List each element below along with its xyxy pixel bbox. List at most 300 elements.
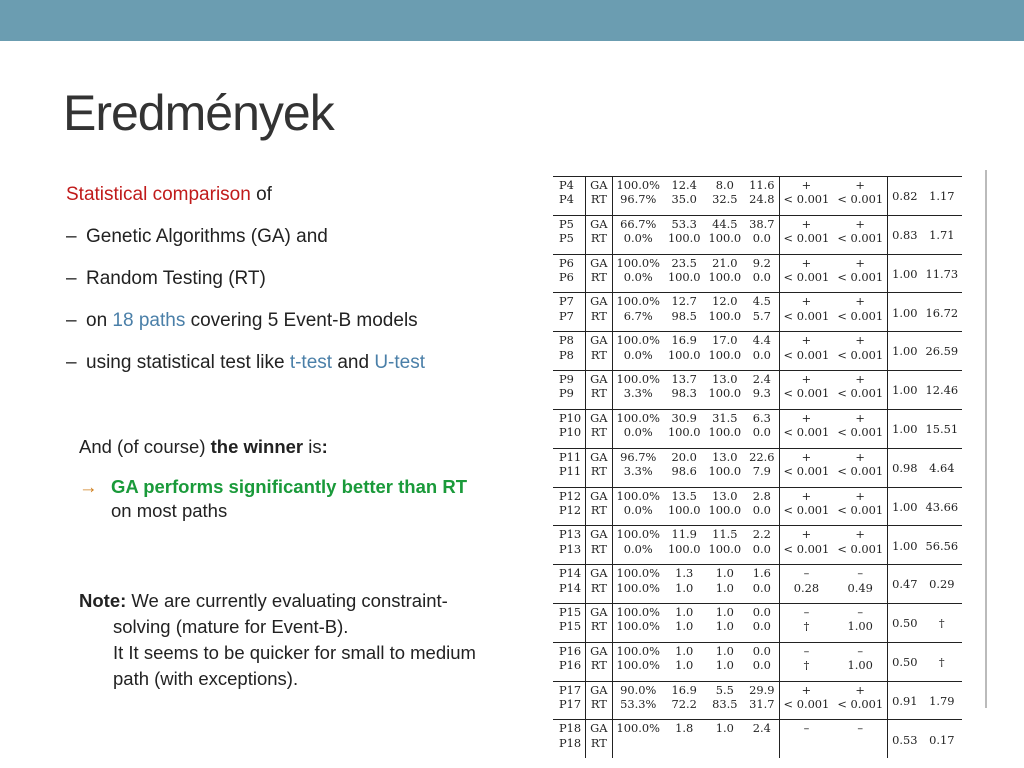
table-cell: < 0.001 bbox=[837, 425, 884, 440]
table-row bbox=[553, 371, 962, 387]
effect-size-a12-cell: 0.50 bbox=[888, 603, 922, 642]
note-line-1 bbox=[79, 588, 549, 614]
path-id-cell: P9 bbox=[559, 386, 574, 401]
table-cell: 1.0 bbox=[715, 658, 734, 673]
table-cell: 100.0% bbox=[612, 409, 664, 425]
table-cell: 1.0 bbox=[705, 720, 746, 736]
path-id-cell: P17 bbox=[553, 681, 586, 697]
table-cell bbox=[705, 736, 746, 758]
effect-size-d-cell: 26.59 bbox=[921, 332, 962, 371]
path-id-cell: P5 bbox=[559, 231, 574, 246]
table-cell: 7.9 bbox=[752, 464, 771, 479]
intro-rest: of bbox=[250, 184, 272, 205]
winner-heading bbox=[79, 436, 539, 458]
table-cell: 13.0 bbox=[705, 448, 746, 464]
table-cell: 24.8 bbox=[749, 192, 775, 207]
table-cell bbox=[833, 736, 887, 758]
table-cell: 98.3 bbox=[671, 386, 697, 401]
table-cell: 100.0% bbox=[612, 254, 664, 270]
table-cell bbox=[745, 736, 779, 758]
table-cell: – bbox=[779, 603, 833, 619]
table-cell: 98.5 bbox=[671, 308, 697, 323]
winner-pre: And (of course) bbox=[79, 436, 211, 457]
table-cell: + bbox=[779, 177, 833, 193]
table-cell: 1.00 bbox=[847, 619, 873, 634]
table-cell: 100.0% bbox=[612, 332, 664, 348]
right-arrow-icon: → bbox=[79, 476, 98, 497]
table-cell: – bbox=[833, 603, 887, 619]
table-cell: RT bbox=[586, 309, 612, 332]
table-cell: + bbox=[833, 215, 887, 231]
path-id-cell: P7 bbox=[559, 308, 574, 323]
table-cell: – bbox=[833, 642, 887, 658]
effect-size-d-cell: 11.73 bbox=[921, 254, 962, 293]
table-cell: + bbox=[833, 409, 887, 425]
table-cell: 100.0 bbox=[667, 231, 701, 246]
table-cell: 100.0 bbox=[708, 347, 742, 362]
table-cell: 100.0 bbox=[708, 231, 742, 246]
table-cell: GA bbox=[586, 526, 612, 542]
table-cell: RT bbox=[586, 736, 612, 758]
table-row bbox=[553, 254, 962, 270]
effect-size-d-cell: 0.29 bbox=[921, 565, 962, 604]
table-cell: < 0.001 bbox=[779, 503, 833, 526]
effect-size-a12-cell: 1.00 bbox=[888, 254, 922, 293]
table-cell: RT bbox=[586, 581, 612, 604]
effect-size-a12-cell: 1.00 bbox=[888, 487, 922, 526]
winner-post: is bbox=[303, 436, 322, 457]
table-cell: + bbox=[833, 177, 887, 193]
table-cell: 100.0 bbox=[708, 270, 742, 285]
table-cell: < 0.001 bbox=[779, 425, 833, 448]
table-cell: 0.49 bbox=[847, 580, 873, 595]
path-id-cell: P9 bbox=[553, 371, 586, 387]
effect-size-a12-cell: 1.00 bbox=[888, 371, 922, 410]
table-cell: 100.0% bbox=[612, 177, 664, 193]
table-cell: < 0.001 bbox=[837, 502, 884, 517]
winner-conclusion bbox=[79, 476, 539, 498]
table-row bbox=[553, 681, 962, 697]
table-cell: RT bbox=[586, 658, 612, 681]
path-id-cell: P8 bbox=[559, 347, 574, 362]
table-cell: 17.0 bbox=[705, 332, 746, 348]
path-id-cell: P4 bbox=[553, 177, 586, 193]
table-row bbox=[553, 293, 962, 309]
table-cell: 0.0% bbox=[612, 503, 664, 526]
table-row bbox=[553, 642, 962, 658]
table-cell: GA bbox=[586, 720, 612, 736]
table-row bbox=[553, 603, 962, 619]
table-cell: 100.0% bbox=[612, 293, 664, 309]
table-cell: 38.7 bbox=[745, 215, 779, 231]
table-cell: < 0.001 bbox=[837, 192, 884, 207]
table-cell: 0.0% bbox=[612, 542, 664, 565]
dash-marker: – bbox=[66, 310, 77, 331]
table-cell: 22.6 bbox=[745, 448, 779, 464]
table-cell: 0.0 bbox=[752, 658, 771, 673]
table-cell: 1.00 bbox=[847, 658, 873, 673]
table-row bbox=[553, 409, 962, 425]
table-cell: < 0.001 bbox=[837, 308, 884, 323]
table-cell: < 0.001 bbox=[779, 192, 833, 215]
table-cell: RT bbox=[586, 542, 612, 565]
table-cell: 100.0% bbox=[612, 371, 664, 387]
table-cell: 6.7% bbox=[612, 309, 664, 332]
table-cell: 0.0% bbox=[612, 270, 664, 293]
effect-size-a12-cell: 0.53 bbox=[888, 720, 922, 758]
table-cell: 1.3 bbox=[664, 565, 705, 581]
effect-size-d-cell: 56.56 bbox=[921, 526, 962, 565]
path-id-cell: P4 bbox=[559, 192, 574, 207]
table-cell: < 0.001 bbox=[779, 697, 833, 720]
note-text: We are currently evaluating constraint- bbox=[126, 590, 448, 611]
path-id-cell: P6 bbox=[553, 254, 586, 270]
table-cell: – bbox=[833, 565, 887, 581]
table-cell: 9.3 bbox=[752, 386, 771, 401]
table-cell: + bbox=[833, 526, 887, 542]
table-cell: 1.0 bbox=[664, 603, 705, 619]
effect-size-d-cell: 1.17 bbox=[921, 177, 962, 216]
table-cell: – bbox=[779, 565, 833, 581]
table-cell: 2.4 bbox=[745, 371, 779, 387]
table-cell: + bbox=[779, 526, 833, 542]
table-cell: 1.6 bbox=[745, 565, 779, 581]
table-cell: 0.0 bbox=[752, 347, 771, 362]
table-cell: 3.3% bbox=[612, 386, 664, 409]
bullet-text: and bbox=[332, 352, 375, 373]
table-cell: GA bbox=[586, 332, 612, 348]
results-table-image bbox=[549, 170, 987, 750]
table-cell: 4.5 bbox=[745, 293, 779, 309]
winner-block bbox=[79, 436, 539, 522]
table-cell: < 0.001 bbox=[837, 270, 884, 285]
path-id-cell: P16 bbox=[559, 658, 582, 673]
table-cell: + bbox=[779, 409, 833, 425]
effect-size-d-cell: 43.66 bbox=[921, 487, 962, 526]
table-cell: RT bbox=[586, 348, 612, 371]
paths-highlight: 18 paths bbox=[112, 310, 186, 331]
table-cell: GA bbox=[586, 409, 612, 425]
table-cell: 100.0 bbox=[708, 308, 742, 323]
table-cell: 96.7% bbox=[612, 192, 664, 215]
table-cell: 13.0 bbox=[705, 371, 746, 387]
table-cell: 0.0 bbox=[752, 580, 771, 595]
effect-size-a12-cell: 0.47 bbox=[888, 565, 922, 604]
table-cell: – bbox=[779, 720, 833, 736]
table-cell: 1.0 bbox=[675, 619, 694, 634]
effect-size-d-cell: 16.72 bbox=[921, 293, 962, 332]
table-cell: 100.0% bbox=[612, 720, 664, 736]
bullet-text: covering 5 Event-B models bbox=[185, 310, 418, 331]
table-cell: RT bbox=[586, 464, 612, 487]
table-cell: 0.0% bbox=[612, 348, 664, 371]
table-cell: 1.0 bbox=[705, 603, 746, 619]
bullet-text: Random Testing (RT) bbox=[86, 268, 266, 289]
table-cell: 21.0 bbox=[705, 254, 746, 270]
dash-marker: – bbox=[66, 226, 77, 247]
path-id-cell: P5 bbox=[553, 215, 586, 231]
table-cell: 32.5 bbox=[712, 192, 738, 207]
table-cell: 44.5 bbox=[705, 215, 746, 231]
table-cell: 0.0 bbox=[752, 502, 771, 517]
table-cell: RT bbox=[586, 386, 612, 409]
table-cell: 2.8 bbox=[745, 487, 779, 503]
winner-bold: the winner bbox=[210, 436, 304, 457]
dash-marker: – bbox=[66, 352, 77, 373]
bullet-intro bbox=[66, 184, 272, 206]
table-cell: GA bbox=[586, 603, 612, 619]
table-cell: + bbox=[833, 332, 887, 348]
table-cell: + bbox=[779, 681, 833, 697]
table-cell: 100.0 bbox=[708, 425, 742, 440]
table-cell: + bbox=[833, 681, 887, 697]
effect-size-a12-cell: 1.00 bbox=[888, 293, 922, 332]
effect-size-a12-cell: 0.82 bbox=[888, 177, 922, 216]
table-cell: 100.0% bbox=[612, 581, 664, 604]
table-cell: 100.0% bbox=[612, 642, 664, 658]
winner-statement-rest: on most paths bbox=[111, 500, 228, 521]
effect-size-d-cell: † bbox=[921, 603, 962, 642]
table-cell: RT bbox=[586, 697, 612, 720]
table-cell: 0.0 bbox=[752, 425, 771, 440]
table-cell: < 0.001 bbox=[779, 270, 833, 293]
table-row bbox=[553, 448, 962, 464]
path-id-cell: P14 bbox=[553, 565, 586, 581]
bullet-text: using statistical test like bbox=[86, 352, 290, 373]
note-block bbox=[79, 588, 549, 692]
table-cell: RT bbox=[586, 619, 612, 642]
table-cell: RT bbox=[586, 192, 612, 215]
table-cell: 1.0 bbox=[675, 580, 694, 595]
table-cell: – bbox=[779, 642, 833, 658]
table-cell: 66.7% bbox=[612, 215, 664, 231]
table-cell: 53.3 bbox=[664, 215, 705, 231]
table-cell: 0.28 bbox=[779, 581, 833, 604]
table-cell: 12.4 bbox=[664, 177, 705, 193]
bullet-item-ga bbox=[66, 226, 328, 248]
table-cell: 100.0 bbox=[708, 541, 742, 556]
table-cell: 0.0 bbox=[752, 619, 771, 634]
table-cell: 11.9 bbox=[664, 526, 705, 542]
table-cell: 5.7 bbox=[752, 308, 771, 323]
table-cell: † bbox=[779, 619, 833, 642]
effect-size-d-cell: 0.17 bbox=[921, 720, 962, 758]
table-cell: + bbox=[779, 448, 833, 464]
table-cell: GA bbox=[586, 681, 612, 697]
table-cell: 100.0% bbox=[612, 603, 664, 619]
winner-colon: : bbox=[321, 436, 328, 457]
table-cell: 100.0 bbox=[667, 502, 701, 517]
table-cell: 0.0 bbox=[752, 541, 771, 556]
table-cell: 90.0% bbox=[612, 681, 664, 697]
table-cell: < 0.001 bbox=[779, 464, 833, 487]
table-cell bbox=[779, 736, 833, 758]
table-cell: < 0.001 bbox=[779, 231, 833, 254]
table-cell: + bbox=[779, 293, 833, 309]
table-cell bbox=[612, 736, 664, 758]
path-id-cell: P15 bbox=[559, 619, 582, 634]
table-cell: 16.9 bbox=[664, 681, 705, 697]
table-cell: GA bbox=[586, 642, 612, 658]
intro-highlight: Statistical comparison bbox=[66, 184, 251, 205]
table-cell: 100.0% bbox=[612, 565, 664, 581]
table-cell: < 0.001 bbox=[837, 541, 884, 556]
table-cell: 9.2 bbox=[745, 254, 779, 270]
table-cell: < 0.001 bbox=[837, 347, 884, 362]
effect-size-d-cell: 1.71 bbox=[921, 215, 962, 254]
bullet-text: Genetic Algorithms (GA) and bbox=[86, 226, 328, 247]
table-cell: 1.8 bbox=[664, 720, 705, 736]
table-cell: 0.0 bbox=[745, 603, 779, 619]
table-cell: 100.0% bbox=[612, 487, 664, 503]
bullet-text: on bbox=[86, 310, 113, 331]
table-cell: + bbox=[779, 254, 833, 270]
effect-size-a12-cell: 1.00 bbox=[888, 409, 922, 448]
table-cell: GA bbox=[586, 215, 612, 231]
table-cell: 72.2 bbox=[671, 696, 697, 711]
path-id-cell: P11 bbox=[559, 464, 582, 479]
table-cell: + bbox=[833, 448, 887, 464]
note-line-2: solving (mature for Event-B). bbox=[113, 616, 349, 637]
table-cell: + bbox=[779, 487, 833, 503]
table-cell: 12.7 bbox=[664, 293, 705, 309]
table-cell: GA bbox=[586, 371, 612, 387]
table-cell: 1.0 bbox=[675, 658, 694, 673]
table-cell: GA bbox=[586, 487, 612, 503]
effect-size-a12-cell: 0.83 bbox=[888, 215, 922, 254]
path-id-cell: P12 bbox=[553, 487, 586, 503]
effect-size-a12-cell: 0.98 bbox=[888, 448, 922, 487]
path-id-cell: P8 bbox=[553, 332, 586, 348]
table-row bbox=[553, 565, 962, 581]
table-cell: GA bbox=[586, 565, 612, 581]
table-row bbox=[553, 177, 962, 193]
table-cell: 0.0 bbox=[752, 231, 771, 246]
table-cell: < 0.001 bbox=[779, 348, 833, 371]
table-cell: 100.0 bbox=[667, 425, 701, 440]
table-cell: 11.5 bbox=[705, 526, 746, 542]
table-cell: 53.3% bbox=[612, 697, 664, 720]
effect-size-a12-cell: 0.50 bbox=[888, 642, 922, 681]
path-id-cell: P12 bbox=[559, 502, 582, 517]
table-cell: 100.0 bbox=[708, 502, 742, 517]
table-cell: 12.0 bbox=[705, 293, 746, 309]
table-cell: 13.7 bbox=[664, 371, 705, 387]
table-row bbox=[553, 526, 962, 542]
table-cell: 5.5 bbox=[705, 681, 746, 697]
u-test-highlight: U-test bbox=[374, 352, 425, 373]
note-line-4: path (with exceptions). bbox=[113, 668, 299, 689]
table-cell: 4.4 bbox=[745, 332, 779, 348]
table-cell: 3.3% bbox=[612, 464, 664, 487]
path-id-cell: P10 bbox=[553, 409, 586, 425]
table-cell: – bbox=[833, 720, 887, 736]
table-cell bbox=[664, 736, 705, 758]
table-cell: + bbox=[779, 371, 833, 387]
path-id-cell: P7 bbox=[553, 293, 586, 309]
path-id-cell: P18 bbox=[559, 735, 582, 750]
table-cell: 31.5 bbox=[705, 409, 746, 425]
table-cell: 11.6 bbox=[745, 177, 779, 193]
table-cell: 100.0 bbox=[667, 541, 701, 556]
table-cell: 0.0% bbox=[612, 425, 664, 448]
table-cell: 98.6 bbox=[671, 464, 697, 479]
table-cell: GA bbox=[586, 177, 612, 193]
dash-marker: – bbox=[66, 268, 77, 289]
table-cell: † bbox=[779, 658, 833, 681]
table-cell: + bbox=[833, 293, 887, 309]
table-cell: 2.4 bbox=[745, 720, 779, 736]
path-id-cell: P17 bbox=[559, 696, 582, 711]
path-id-cell: P11 bbox=[553, 448, 586, 464]
table-cell: 96.7% bbox=[612, 448, 664, 464]
table-cell: 1.0 bbox=[705, 642, 746, 658]
effect-size-a12-cell: 1.00 bbox=[888, 526, 922, 565]
table-cell: 0.0 bbox=[745, 642, 779, 658]
effect-size-a12-cell: 0.91 bbox=[888, 681, 922, 720]
table-cell: RT bbox=[586, 270, 612, 293]
table-row bbox=[553, 332, 962, 348]
note-label: Note: bbox=[79, 590, 127, 611]
effect-size-d-cell: 1.79 bbox=[921, 681, 962, 720]
table-cell: 6.3 bbox=[745, 409, 779, 425]
table-cell: 1.0 bbox=[664, 642, 705, 658]
winner-statement: GA performs significantly better than RT bbox=[111, 476, 467, 497]
bullet-item-rt bbox=[66, 268, 266, 290]
table-cell: 100.0% bbox=[612, 658, 664, 681]
table-cell: 100.0 bbox=[667, 347, 701, 362]
path-id-cell: P14 bbox=[559, 580, 582, 595]
bullet-item-paths bbox=[66, 310, 418, 332]
table-cell: 100.0% bbox=[612, 619, 664, 642]
table-cell: + bbox=[833, 487, 887, 503]
path-id-cell: P15 bbox=[553, 603, 586, 619]
effect-size-d-cell: 15.51 bbox=[921, 409, 962, 448]
table-row bbox=[553, 720, 962, 736]
table-cell: 1.0 bbox=[715, 619, 734, 634]
table-cell: < 0.001 bbox=[837, 386, 884, 401]
path-id-cell: P13 bbox=[559, 541, 582, 556]
table-cell: 8.0 bbox=[705, 177, 746, 193]
table-cell: + bbox=[779, 215, 833, 231]
table-cell: + bbox=[833, 371, 887, 387]
table-cell: 35.0 bbox=[671, 192, 697, 207]
table-cell: 20.0 bbox=[664, 448, 705, 464]
table-cell: 16.9 bbox=[664, 332, 705, 348]
effect-size-d-cell: 4.64 bbox=[921, 448, 962, 487]
table-cell: 100.0 bbox=[667, 270, 701, 285]
effect-size-d-cell: 12.46 bbox=[921, 371, 962, 410]
table-cell: GA bbox=[586, 293, 612, 309]
table-cell: RT bbox=[586, 503, 612, 526]
table-cell: 1.0 bbox=[715, 580, 734, 595]
path-id-cell: P10 bbox=[559, 425, 582, 440]
table-cell: GA bbox=[586, 448, 612, 464]
slide-title: Eredmények bbox=[63, 85, 334, 141]
table-cell: RT bbox=[586, 231, 612, 254]
table-cell: 0.0% bbox=[612, 231, 664, 254]
note-line-3: It It seems to be quicker for small to medium bbox=[113, 642, 476, 663]
table-cell: < 0.001 bbox=[779, 386, 833, 409]
results-table bbox=[553, 176, 962, 758]
table-cell: 29.9 bbox=[745, 681, 779, 697]
table-cell: RT bbox=[586, 425, 612, 448]
table-row bbox=[553, 215, 962, 231]
top-accent-bar bbox=[0, 0, 1024, 41]
t-test-highlight: t-test bbox=[289, 352, 333, 373]
table-cell: < 0.001 bbox=[837, 696, 884, 711]
table-cell: 100.0 bbox=[708, 464, 742, 479]
